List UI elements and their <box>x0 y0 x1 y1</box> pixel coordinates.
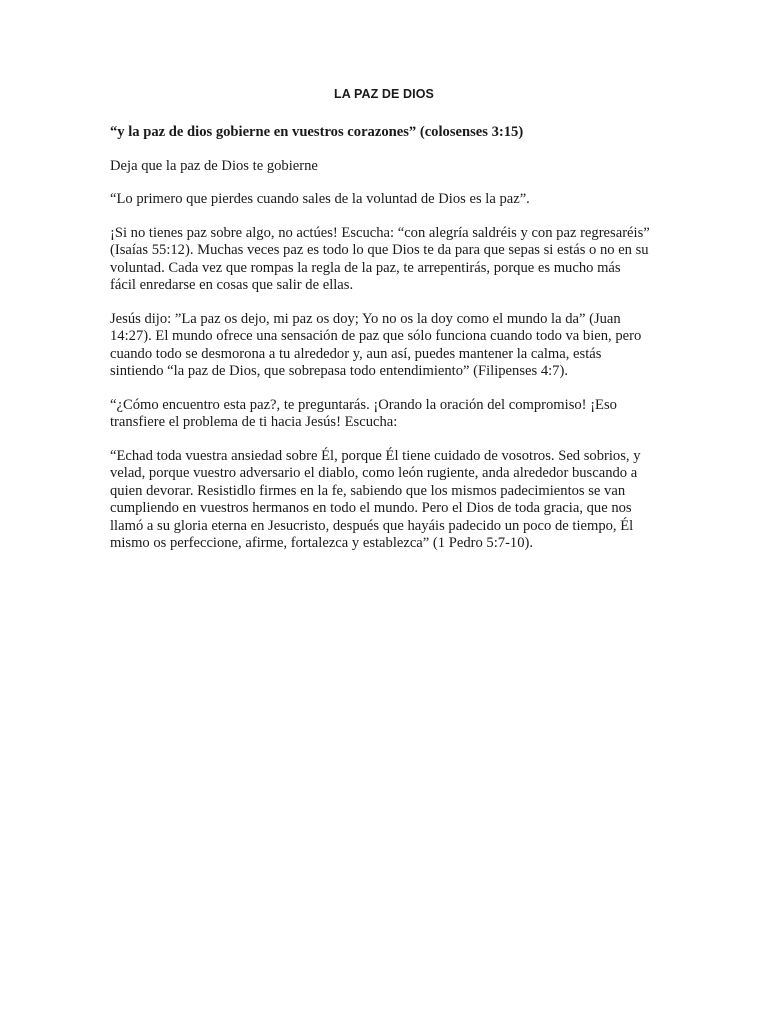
page-title: LA PAZ DE DIOS <box>333 87 434 101</box>
paragraph-scripture: “Echad toda vuestra ansiedad sobre Él, porque Él tiene cuidado de vosotros. Sed sobrios, y velad, porque vuestro adversario el diablo, como león rugiente, anda alrededor buscando a quien devorar. Resistidlo firmes en la fe, sabiendo que los mismos padecimientos se van cumpliendo en vuestros hermanos en todo el mundo. Pero el Dios de toda gracia, que nos llamó a su gloria eterna en Jesucristo, después que hayáis padecido un poco de tiempo, Él mismo os perfeccione, afirme, fortalezca y establezca” (1 Pedro 5:7-10). <box>110 447 641 551</box>
paragraph: “¿Cómo encuentro esta paz?, te preguntarás. ¡Orando la oración del compromiso! ¡Eso transfiere el problema de ti hacia Jesús! Escucha: <box>110 396 617 430</box>
verse-heading: “y la paz de dios gobierne en vuestros corazones” (colosenses 3:15) <box>110 124 524 140</box>
paragraph: Jesús dijo: ”La paz os dejo, mi paz os doy; Yo no os la doy como el mundo la da” (Juan 14:27). El mundo ofrece una sensación de paz que sólo funciona cuando todo va bien, pero cuando todo se desmorona a tu alrededor y, aun así, puedes mantener la calma, estás sintiendo “la paz de Dios, que sobrepasa todo entendimiento” (Filipenses 4:7). <box>110 310 642 379</box>
paragraph-quote: “Lo primero que pierdes cuando sales de la voluntad de Dios es la paz”. <box>110 191 530 207</box>
document-body <box>110 124 650 569</box>
paragraph: ¡Si no tienes paz sobre algo, no actúes! Escucha: “con alegría saldréis y con paz regresaréis” (Isaías 55:12). Muchas veces paz es todo lo que Dios te da para que sepas si estás o no en su voluntad. Cada vez que rompas la regla de la paz, te arrepentirás, porque es mucho más fácil enredarse en cosas que salir de ellas. <box>110 224 650 293</box>
paragraph-subtitle: Deja que la paz de Dios te gobierne <box>110 157 318 174</box>
